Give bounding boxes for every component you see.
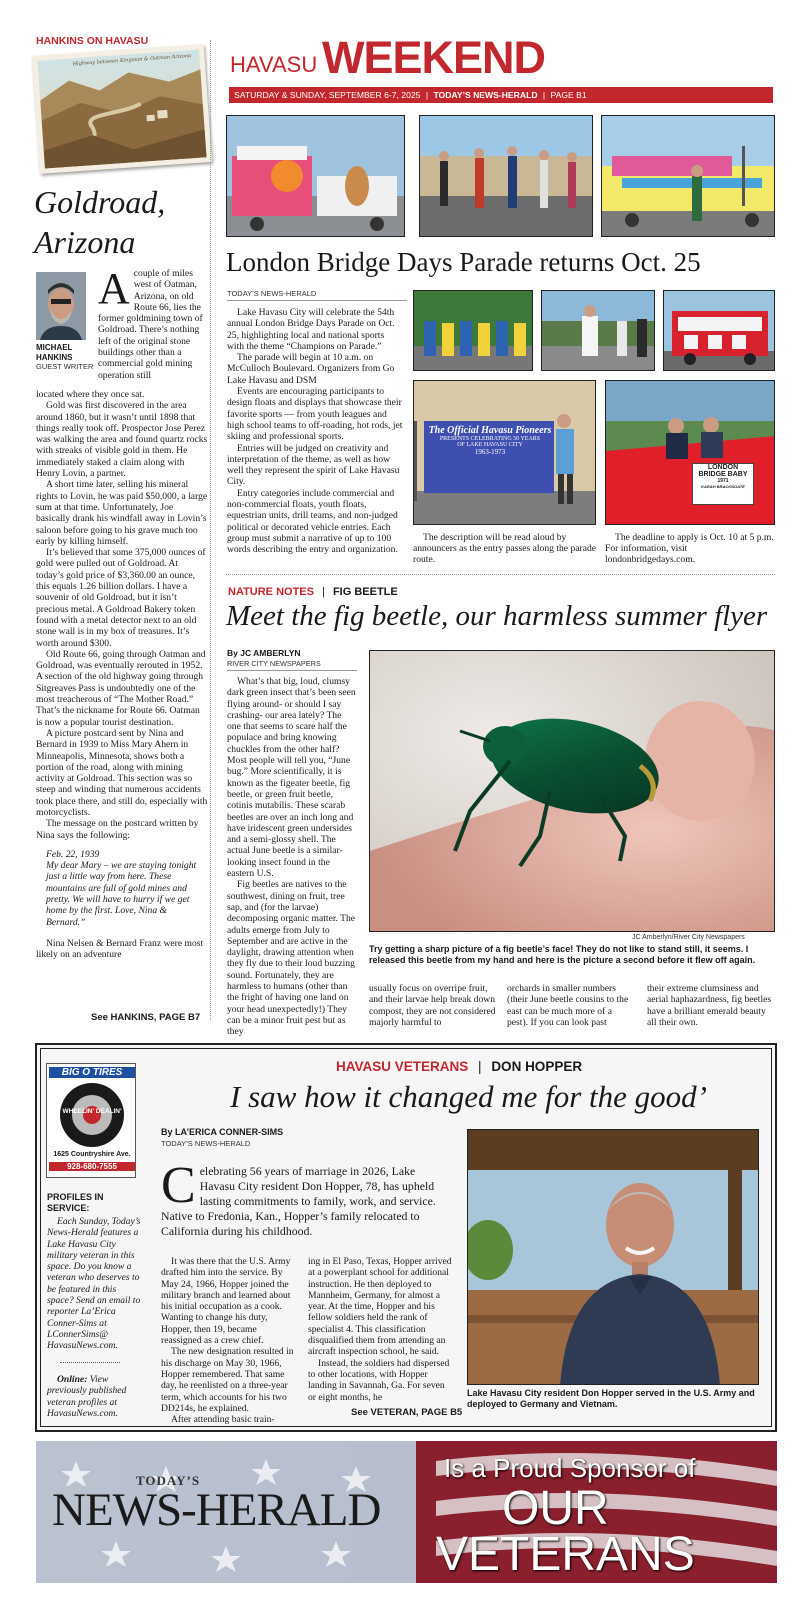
veterans-dropcap: C (161, 1157, 196, 1214)
postcard-quote (36, 849, 208, 928)
tire-icon (55, 1081, 129, 1149)
parade-paragraph: Entry categories include commercial and non-commercial floats, youth floats, equestrian units, drill teams, and non-judged political or decorated vehicle entries. Each group must submit a narrative of up to 100 words describing the entry and organization. (227, 487, 398, 556)
ad-todays: TODAY’S (136, 1473, 201, 1488)
parade-photo-6-art (664, 291, 775, 371)
dateline-bar (229, 87, 773, 103)
parade-byline: TODAY’S NEWS-HERALD (227, 289, 407, 301)
parade-photo-convertible (605, 380, 775, 525)
parade-paragraph: Entries will be judged on creativity and interpretation of the theme, as well as how well they represent the spirit of Lake Havasu City. (227, 442, 400, 488)
banner-line: The Official Havasu Pioneers (428, 425, 552, 436)
parade-paragraph: Events are encouraging participants to design floats and displays that showcase their favorite sports — from youth leagues and high school teams to off-roading, hot rods, jet skiing and professional sports. (227, 386, 403, 443)
don-hopper-photo (467, 1129, 759, 1385)
veterans-kicker-red: HAVASU VETERANS (336, 1059, 469, 1074)
author-portrait (36, 272, 86, 340)
veterans-paragraph: The new designation resulted in his discharge on May 30, 1966, Hopper remembered. That same day, he reenlisted on a three-year term, which accounts for his two DD214s, he explained. (161, 1346, 294, 1414)
left-article-body (36, 389, 208, 961)
veterans-col-1 (161, 1256, 296, 1425)
parade-photo-5 (541, 290, 655, 371)
dropcap: A (98, 264, 130, 313)
pioneers-banner (428, 425, 552, 456)
parade-photo-5-art (542, 291, 655, 371)
fig-headline: Meet the fig beetle, our harmless summer flyer (226, 600, 768, 632)
fig-col-2: usually focus on overripe fruit, and their larvae help break down compost, they are not considered majorly harmful to (369, 983, 496, 1028)
sign-line: BRIDGE BABY (698, 471, 748, 478)
dateline-sep: | (542, 90, 546, 100)
parade-photo-4-art (414, 291, 533, 371)
parade-caption-right: The deadline to apply is Oct. 10 at 5 p.m. For information, visit londonbridgedays.com. (605, 532, 774, 565)
veterans-sponsor-ad[interactable] (36, 1441, 777, 1583)
quote-date: Feb. 22, 1939 (46, 848, 100, 860)
ad-phone[interactable]: 928-680-7555 (49, 1162, 135, 1171)
parade-photo-1-art (227, 116, 405, 237)
hankins-jump-link[interactable]: See HANKINS, PAGE B7 (91, 1012, 201, 1023)
profiles-text: Each Sunday, Today’s News-Herald features a Lake Havasu City military veteran in this space. Do you know a veteran who deserves to be featured in this space? Send an email to reporter La’Ericа Conner-Sims at LConnerSims@ HavasuNews.com. (47, 1216, 141, 1352)
dateline-page: PAGE B1 (550, 90, 587, 100)
postcard-caption: Highway between Kingman & Oatman Arizona (72, 53, 192, 68)
author-name (36, 343, 72, 362)
ad-brand: BIG O TIRES (49, 1067, 135, 1078)
parade-article-body (227, 307, 403, 556)
banner-line: OF LAKE HAVASU CITY (457, 442, 523, 448)
banner-line: 1963-1973 (474, 448, 506, 456)
veterans-lead (161, 1157, 443, 1239)
fig-kicker-sep: | (322, 586, 325, 598)
masthead-weekend: WEEKEND (322, 32, 546, 83)
postcard-image (32, 44, 212, 174)
left-paragraph: A short time later, selling his mineral rights to Lovin, he was paid $50,000, a large sum at that time. Unfortunately, Joe basically drank his windfall away in Lovin’s saloon before going to his grave much too early by killing himself. (36, 479, 208, 547)
sign-line: LONDON (707, 464, 739, 471)
lead-text-top: couple of miles west of Oatman, Arizona, on old Route 66, lies the former goldmining town of Goldroad. There’s nothing left of the original stone buildings other than a commercial gold mining operation still (98, 268, 203, 381)
profiles-title: PROFILES IN SERVICE: (47, 1192, 104, 1213)
author-last: HANKINS (36, 352, 73, 362)
fig-kicker (228, 586, 398, 598)
fig-photo-caption: Try getting a sharp picture of a fig beetle’s face! They do not like to stand still, it seems. I released this beetle from my hand and here is the picture a second before it flew off again. (369, 944, 756, 965)
fig-paragraph: What’s that big, loud, clumsy dark green insect that’s been seen flying around- or should I say crashing- our area lately? The one that seems to scare half the populace and bring knowing chuckles from the other half? Most people will tell you, “June bug.” More scientifically, it is known as the figeater beetle, fig beetle, or green fruit beetle, cotinis mutabilis. These scarab beetles are over an inch long and have iridescent green undersides and a semi-glossy shell. The actual June beetle is a similar-looking insect found in the eastern U.S. (227, 676, 356, 880)
column-headline (34, 182, 165, 262)
headline-line-2: Arizona (34, 224, 136, 260)
veterans-headline: I saw how it changed me for the good’ (230, 1079, 708, 1114)
fig-kicker-red: NATURE NOTES (228, 586, 314, 598)
lead-paragraph-wrap (98, 264, 208, 381)
profiles-online-label: Online: (57, 1374, 88, 1385)
column-divider (210, 40, 211, 1020)
ad-sponsor-line: Is a Proud Sponsor of (444, 1453, 696, 1483)
sign-line: 1971 (717, 478, 729, 484)
parade-photo-3-art (602, 116, 775, 237)
fig-byline-org: RIVER CITY NEWSPAPERS (227, 659, 357, 671)
veterans-paragraph: Instead, the soldiers had dispersed to other locations, with Hopper landing in Savannah, Ga. For seven or eight months, he (308, 1357, 450, 1403)
fig-col-4: their extreme clumsiness and aerial haphazardness, fig beetles have a brilliant emerald beauty all their own. (647, 983, 772, 1028)
parade-caption-left: The description will be read aloud by announcers as the entry passes along the parade route. (413, 532, 597, 565)
column-kicker: HANKINS ON HAVASU (36, 35, 149, 47)
section-divider (226, 574, 775, 575)
fig-col-1 (227, 676, 357, 1038)
veterans-kicker (336, 1059, 582, 1074)
veterans-byline: By LA’ERICA CONNER-SIMS (161, 1127, 284, 1137)
sign-line: KARAH BRACKNOATE (701, 484, 745, 489)
parade-photo-4 (413, 290, 533, 371)
parade-photo-1 (226, 115, 405, 237)
ad-address: 1625 Countryshire Ave. (53, 1151, 131, 1158)
fig-paragraph: Fig beetles are natives to the southwest, dining on fruit, tree sap, and (for the larvae) decomposing organic matter. The adults emerge from July to September and are active in the daylight, drawing attention when they fly due to their loud buzzing sound. Fortunately, they are harmless to humans (other than the fright of having one land on your head unexpectedly!) They can be a minor fruit pest but as they (227, 879, 356, 1038)
parade-paragraph: The parade will begin at 10 a.m. on McCulloch Boulevard. Organizers from Go Lake Havasu and DSM (227, 352, 395, 386)
quote-text: My dear Mary – we are staying tonight just a little way from here. These mountains are full of gold mines and pretty. We will have to hurry if we get home by the first. Love, Nina & Bernard.” (46, 860, 197, 928)
profiles-online (47, 1374, 141, 1419)
masthead-havasu: HAVASU (230, 52, 318, 77)
left-paragraph: Old Route 66, going through Oatman and Goldroad, was eventually rerouted in 1952. A section of the old highway going through Sitgreaves Pass is undoubtedly one of the most treacherous of “The Mother Road.” That’s the nickname for Route 66. Oatman is now a popular tourist destination. (36, 648, 206, 728)
parade-paragraph: Lake Havasu City will celebrate the 54th annual London Bridge Days Parade on Oct. 25, highlighting local and national sports with the theme “Champions on Parade.” (227, 307, 395, 352)
banner-line: PRESENTS CELEBRATING 50 YEARS (439, 436, 541, 442)
dateline-sep: | (425, 90, 429, 100)
ad-our: OUR (502, 1482, 609, 1535)
dateline-paper: TODAY’S NEWS-HERALD (433, 90, 538, 100)
don-hopper-caption: Lake Havasu City resident Don Hopper served in the U.S. Army and deployed to Germany and Vietnam. (467, 1388, 755, 1409)
headline-line-1: Goldroad, (34, 184, 166, 220)
parade-headline: London Bridge Days Parade returns Oct. 25 (226, 247, 701, 277)
profiles-online-text[interactable]: View previously published veteran profiles at HavasuNews.com. (47, 1374, 127, 1419)
veterans-lead-text: elebrating 56 years of marriage in 2026, Lake Havasu City resident Don Hopper, 78, has upheld lasting commitments to family, work, and service. Native to Fredonia, Kan., Hopper’s family relocated to California during his childhood. (161, 1164, 436, 1238)
left-paragraph: It’s believed that some 375,000 ounces of gold were pulled out of Goldroad. At today’s gold price of $3,360.00 an ounce, this equals 1.26 billion dollars. I have a souvenir of old Goldroad, but it isn’t precious metal. A Goldroad Bakery token found with a metal detector next to an old stone wall is in my box of treasures. It’s worth around $300. (36, 547, 206, 649)
left-paragraph-tail: Nina Nelsen & Bernard Franz were most likely on an adventure (36, 937, 204, 961)
fig-byline: By JC AMBERLYN (227, 648, 301, 658)
veterans-col-2 (308, 1256, 454, 1403)
veterans-paragraph: ing in El Paso, Texas, Hopper arrived at a powerplant school for additional instruction. He then deployed to Mannheim, Germany, for almost a year. At the time, Hopper and his fellow soldiers held the rank of specialist 4. This classification disqualified them from attending an aircraft inspection school, he said. (308, 1256, 452, 1358)
don-hopper-portrait (468, 1130, 759, 1385)
lead-tail: located where they once sat. (36, 389, 145, 400)
fig-kicker-black: FIG BEETLE (332, 586, 398, 598)
veterans-paragraph: After attending basic train- (171, 1414, 275, 1426)
ad-veterans: VETERANS (436, 1528, 695, 1581)
profiles-divider (60, 1362, 120, 1363)
veterans-paragraph: It was there that the U.S. Army drafted him into the service. By May 24, 1966, Hopper joined the military branch and learned about his initial occupation as a cook. Wanting to change his duty, Hopper, then 19, became reassigned as a crew chief. (161, 1256, 291, 1347)
parade-photo-pioneers (413, 380, 596, 525)
left-paragraph: A picture postcard sent by Nina and Bernard in 1939 to Miss Mary Ahern in Minneapolis, Minnesota, shows both a portion of the road, along with mining activity at Goldroad. This section was so steep and winding that numerous accidents took place there, and still do, especially with motorcyclists. (36, 727, 208, 818)
fig-col-3: orchards in smaller numbers (their June beetle cousins to the east can be much more of a pest). If you can look past (507, 983, 629, 1028)
dateline-date: SATURDAY & SUNDAY, SEPTEMBER 6-7, 2025 (234, 90, 421, 100)
author-photo (36, 272, 86, 340)
veterans-kicker-black: DON HOPPER (491, 1059, 583, 1074)
fig-beetle-photo (369, 650, 775, 932)
fig-beetle-photo-art (370, 651, 775, 932)
author-role: GUEST WRITER (36, 362, 94, 371)
author-first: MICHAEL (36, 343, 73, 352)
parade-photo-6 (663, 290, 775, 371)
parade-photo-3 (601, 115, 775, 237)
ad-wheel-text: WHEELIN' DEALIN' (62, 1108, 122, 1115)
veterans-byline-org: TODAY’S NEWS-HERALD (161, 1139, 251, 1148)
big-o-tires-ad[interactable] (46, 1063, 136, 1178)
london-bridge-baby-sign (692, 463, 754, 505)
parade-photo-2 (419, 115, 593, 237)
veteran-jump-link[interactable]: See VETERAN, PAGE B5 (351, 1407, 463, 1418)
postcard-illustration (37, 49, 206, 168)
ad-news-herald: NEWS-HERALD (52, 1484, 381, 1536)
left-paragraph: Gold was first discovered in the area around 1860, but it wasn’t until 1898 that things really took off. Prospector Jose Perez was walking the area and found quartz rocks with streaks of visible gold in them. He immediately staked a claim along with Henry Lovin, a partner. (36, 400, 208, 480)
veterans-kicker-sep: | (478, 1059, 482, 1074)
parade-photo-2-art (420, 116, 593, 237)
fig-photo-credit: JC Amberlyn/River City Newspapers (632, 934, 745, 941)
left-paragraph: The message on the postcard written by Nina says the following: (36, 818, 199, 841)
